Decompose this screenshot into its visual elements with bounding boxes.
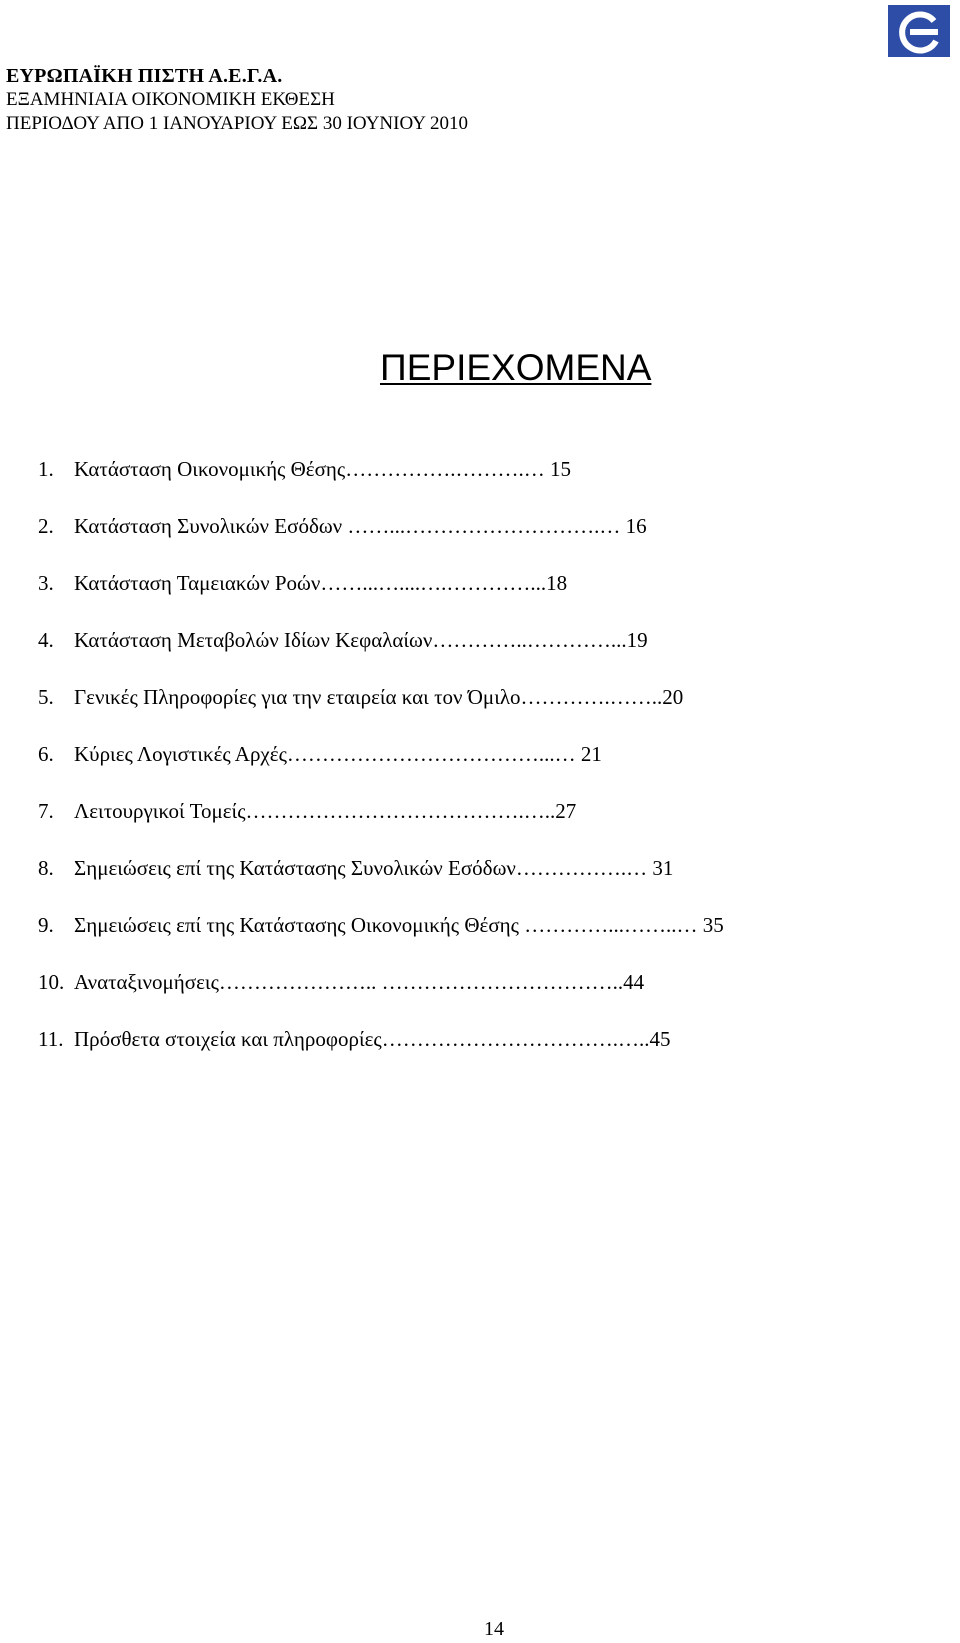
toc-entry-9[interactable] xyxy=(38,910,918,967)
toc-entry-number: 8. xyxy=(38,856,54,880)
toc-entry-number: 5. xyxy=(38,685,54,709)
toc-entry-10[interactable] xyxy=(38,967,918,1024)
company-name: ΕΥΡΩΠΑΪΚΗ ΠΙΣΤΗ Α.Ε.Γ.Α. xyxy=(6,65,283,87)
toc-entry-number: 11. xyxy=(38,1027,64,1051)
toc-entry-3[interactable] xyxy=(38,568,918,625)
toc-entry-number: 4. xyxy=(38,628,54,652)
toc-entry-7[interactable] xyxy=(38,796,918,853)
toc-entry-number: 3. xyxy=(38,571,54,595)
toc-entry-8[interactable] xyxy=(38,853,918,910)
toc-entry-5[interactable] xyxy=(38,682,918,739)
table-of-contents xyxy=(38,454,918,1081)
toc-entry-text: Λειτουργικοί Τομείς………………………………….…..27 xyxy=(74,799,577,823)
toc-entry-text: Κατάσταση Ταμειακών Ροών……...…....….…………...18 xyxy=(74,571,568,595)
report-title: ΕΞΑΜΗΝΙΑΙΑ ΟΙΚΟΝΟΜΙΚΗ ΕΚΘΕΣΗ xyxy=(6,89,335,110)
toc-entry-6[interactable] xyxy=(38,739,918,796)
toc-entry-text: Κατάσταση Μεταβολών Ιδίων Κεφαλαίων…………..…………...19 xyxy=(74,628,648,652)
toc-entry-number: 10. xyxy=(38,970,65,994)
toc-entry-number: 2. xyxy=(38,514,54,538)
toc-entry-number: 7. xyxy=(38,799,54,823)
toc-entry-number: 9. xyxy=(38,913,54,937)
toc-title: ΠΕΡΙΕΧΟΜΕΝΑ xyxy=(380,347,652,388)
report-period: ΠΕΡΙΟΔΟΥ ΑΠΟ 1 ΙΑΝΟΥΑΡΙΟΥ ΕΩΣ 30 ΙΟΥΝΙΟΥ 2010 xyxy=(6,113,469,134)
toc-entry-2[interactable] xyxy=(38,511,918,568)
toc-entry-text: Σημειώσεις επί της Κατάστασης Οικονομικής Θέσης …………...……..… 35 xyxy=(74,913,724,937)
toc-entry-text: Κατάσταση Συνολικών Εσόδων ……...……………………….… 16 xyxy=(74,514,647,538)
toc-entry-text: Σημειώσεις επί της Κατάστασης Συνολικών Εσόδων…………….… 31 xyxy=(74,856,674,880)
toc-entry-number: 6. xyxy=(38,742,54,766)
toc-entry-11[interactable] xyxy=(38,1024,918,1081)
toc-entry-text: Κατάσταση Οικονομικής Θέσης…………….……….… 15 xyxy=(74,457,571,481)
toc-entry-text: Αναταξινομήσεις………………….. ……………………………..44 xyxy=(74,970,645,994)
document-header xyxy=(6,64,468,136)
toc-entry-4[interactable] xyxy=(38,625,918,682)
europaiki-pisti-logo-icon xyxy=(888,5,950,57)
toc-entry-number: 1. xyxy=(38,457,54,481)
toc-entry-1[interactable] xyxy=(38,454,918,511)
toc-entry-text: Πρόσθετα στοιχεία και πληροφορίες…………………………….…..45 xyxy=(74,1027,671,1051)
toc-entry-text: Κύριες Λογιστικές Αρχές………………………………...… 21 xyxy=(74,742,602,766)
toc-entry-text: Γενικές Πληροφορίες για την εταιρεία και τον Όμιλο………….……..20 xyxy=(74,685,684,709)
page-number: 14 xyxy=(484,1618,504,1640)
